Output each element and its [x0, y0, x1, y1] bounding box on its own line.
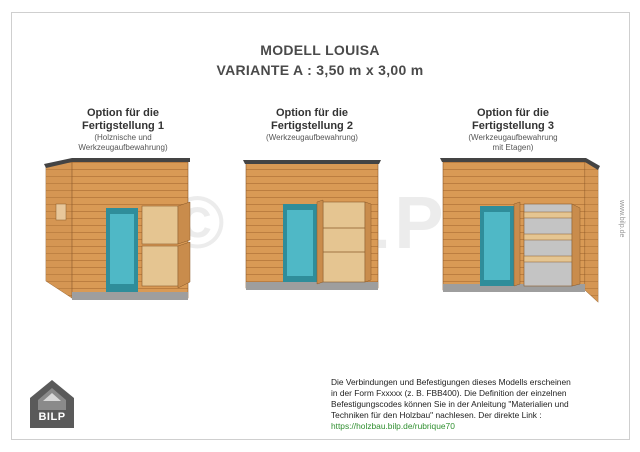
option-2-desc-line1: (Werkzeugaufbewahrung) — [266, 133, 358, 142]
option-1-title-line2: Fertigstellung 1 — [82, 120, 164, 132]
option-1-caption — [43, 107, 203, 153]
option-2-caption — [232, 107, 392, 143]
footer-link[interactable]: https://holzbau.bilp.de/rubrique70 — [331, 421, 455, 432]
bilp-logo-text: BILP — [38, 411, 66, 423]
option-2-title-line2: Fertigstellung 2 — [271, 120, 353, 132]
option-3-title-line1: Option für die — [476, 107, 550, 119]
footer-line-1: Die Verbindungen und Befestigungen dieses Modells erscheinen — [331, 377, 571, 387]
shed-illustration-option-1 — [44, 156, 194, 306]
option-3-title-line2: Fertigstellung 3 — [472, 120, 554, 132]
option-1-title-line1: Option für die — [86, 107, 160, 119]
footer-line-3: Befestigungscodes können Sie in der Anleitung "Materialien und — [331, 399, 569, 410]
option-1-desc-line1: (Holznische und — [94, 133, 152, 142]
option-3-desc-line1: (Werkzeugaufbewahrung — [468, 133, 558, 142]
watermark: © — [170, 181, 231, 264]
side-url: www.bilp.de — [618, 200, 625, 238]
footer-line-2: in der Form Fxxxxx (z. B. FBB400). Die Definition der einzelnen — [331, 388, 567, 399]
footer-notes — [331, 377, 629, 432]
model-title: MODELL LOUISA — [260, 42, 380, 58]
shed-illustration-option-2 — [243, 156, 383, 306]
footer-line-4: Techniken für den Holzbau" nachlesen. Der direkte Link : — [331, 410, 542, 421]
option-2-title-line1: Option für die — [275, 107, 349, 119]
option-1-desc-line2: Werkzeugaufbewahrung) — [78, 143, 168, 152]
variant-title: VARIANTE A : 3,50 m x 3,00 m — [216, 62, 424, 78]
shed-illustration-option-3 — [440, 156, 600, 306]
option-3-desc-line2: mit Etagen) — [492, 143, 534, 152]
option-3-caption — [433, 107, 593, 153]
